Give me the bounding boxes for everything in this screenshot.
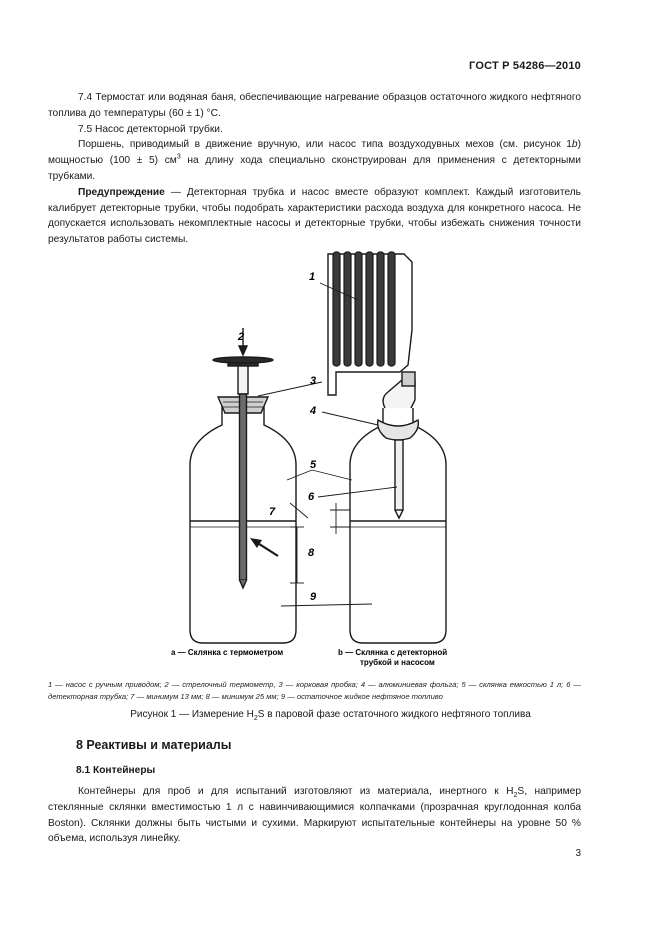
figure-title — [0, 709, 661, 720]
paragraph-7-4: 7.4 Термостат или водяная баня, обеспечивающие нагревание образцов остаточного жидкого нефтяного топлива до температуры (60 ± 1) °С. — [48, 92, 581, 119]
label-6: 6 — [308, 491, 315, 503]
thermometer-stem — [240, 394, 247, 580]
detector-tube — [395, 440, 403, 510]
figure-title-a: Рисунок 1 — Измерение H — [130, 709, 254, 720]
warning-text: — Детекторная трубка и насос вместе образуют комплект. Каждый изготовитель калибрует детекторные трубки, чтобы подобрать характеристики расхода воздуха для конкретного насоса. Не допускается использовать некомплектные насосы и детекторные трубки, чтобы избежать снижения точности результатов работы системы. — [48, 186, 581, 246]
pump-text-d: на длину хода специально сконструирован для применения с детекторными трубками. — [48, 155, 581, 182]
document-standard-number: ГОСТ Р 54286—2010 — [469, 60, 581, 72]
section-8-heading: 8 Реактивы и материалы — [76, 738, 232, 752]
containers-text-a: Контейнеры для проб и для испытаний изготовляют из материала, инертного к H — [78, 786, 514, 797]
label-7: 7 — [269, 506, 276, 518]
section-8-1-heading: 8.1 Контейнеры — [76, 765, 156, 776]
containers-text-sub: 2 — [513, 792, 518, 800]
label-8: 8 — [308, 547, 315, 559]
page-number: 3 — [575, 848, 581, 859]
figure-legend: 1 — насос с ручным приводом; 2 — стрелочный термометр, 3 — корковая пробка; 4 — алюминиевая фольга; 5 — склянка емкостью 1 л; 6 — детекторная трубка; 7 — минимум 13 мм; 8 — минимум 25 мм; 9 — остаточное жидкое нефтяное топливо — [48, 680, 581, 701]
label-3: 3 — [310, 375, 317, 387]
subcaption-b-line1: b — Склянка с детекторной — [338, 648, 448, 657]
pump-text-a: Поршень, приводимый в движение вручную, или насос типа воздуходувных мехов (см. рисунок 1 — [78, 139, 572, 151]
subcaption-b-line2: трубкой и насосом — [360, 658, 435, 667]
aluminium-foil — [378, 420, 419, 440]
subcaption-a: а — Склянка с термометром — [171, 648, 284, 657]
paragraph-7-5: 7.5 Насос детекторной трубки. — [78, 123, 223, 135]
label-4: 4 — [310, 405, 317, 417]
figure-title-sub: 2 — [253, 715, 258, 722]
pump-text-ref: b — [571, 139, 578, 151]
label-1: 1 — [309, 271, 316, 283]
section-8-1-text — [48, 784, 581, 847]
label-5: 5 — [310, 459, 317, 471]
paragraph-containers — [48, 784, 581, 847]
warning-label: Предупреждение — [78, 186, 165, 198]
pump-text-c: ) мощностью (100 ± 5) см — [48, 139, 581, 167]
containers-text-b: S, например стеклянные склянки вместимостью 1 л с навинчивающимися колпачками (прозрачная круглодонная колба Boston). Склянки должны быть чистыми и сухими. Маркируют испытательные контейнеры на уровне 50 % объема, используя линейку. — [48, 786, 582, 845]
figure-title-b: S в паровой фазе остаточного жидкого нефтяного топлива — [257, 709, 531, 720]
label-2: 2 — [238, 331, 245, 343]
pump-text-sup: 3 — [176, 153, 181, 161]
label-9: 9 — [310, 591, 317, 603]
